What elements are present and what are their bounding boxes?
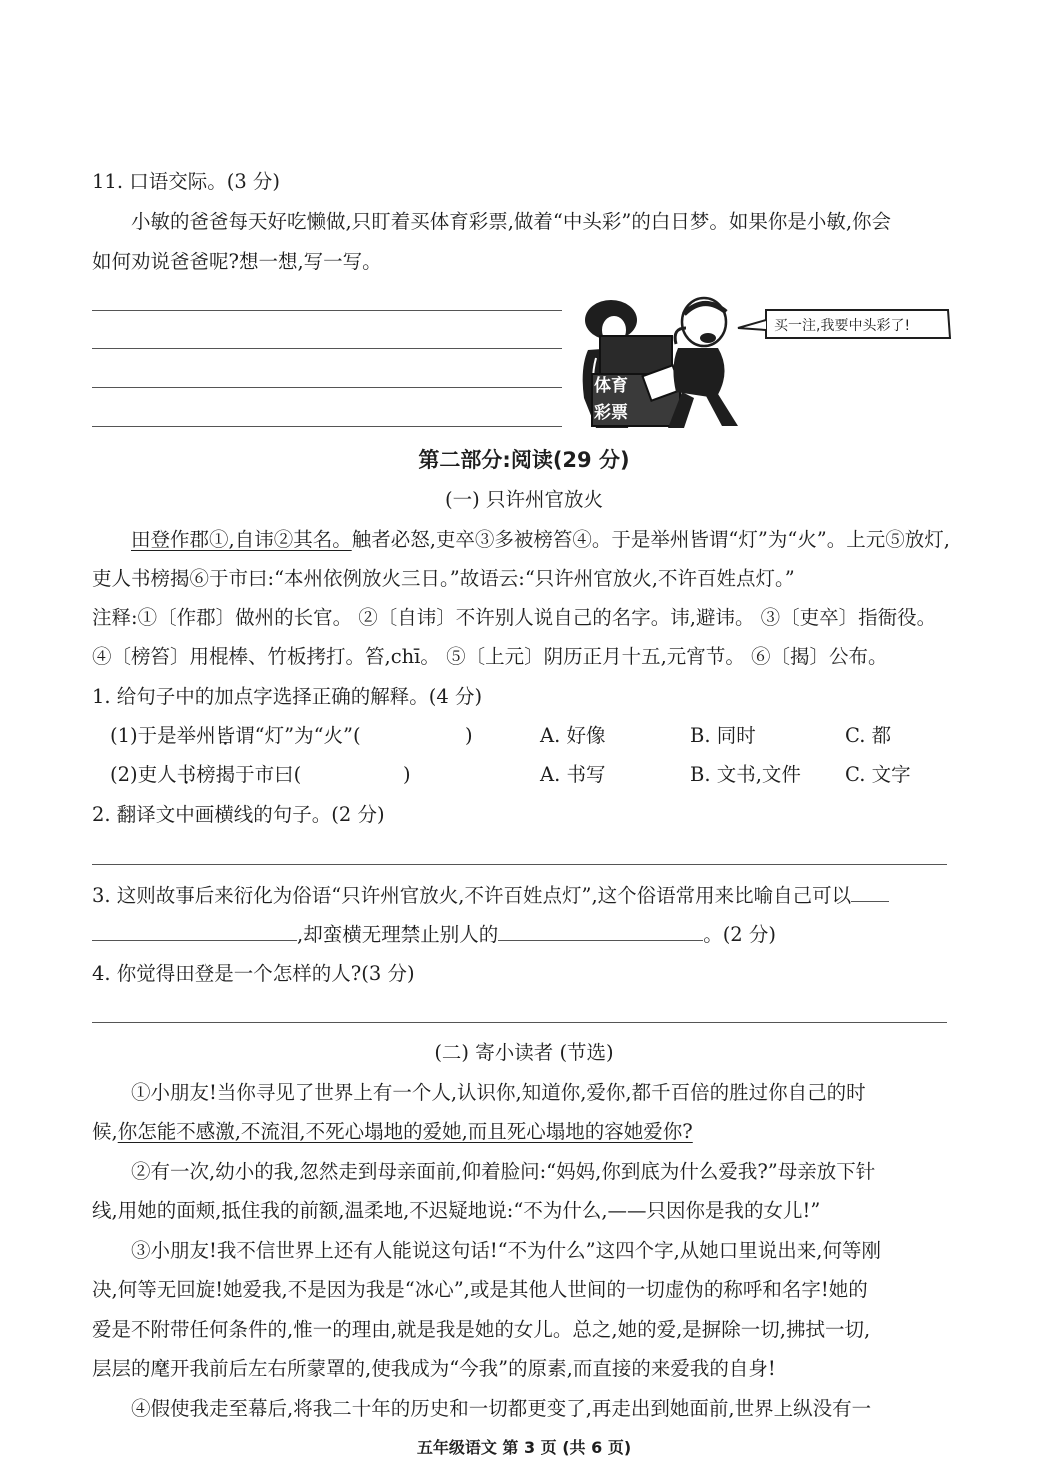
- q11-answer-line-4[interactable]: [92, 426, 562, 427]
- lottery-cartoon-icon: [566, 288, 956, 433]
- passage2-underlined-sentence: 你怎能不感激,不流泪,不死心塌地的爱她,而且死心塌地的容她爱你?: [117, 1120, 693, 1143]
- q11-answer-line-3[interactable]: [92, 387, 562, 388]
- page-footer: 五年级语文 第 3 页 (共 6 页): [416, 1438, 632, 1457]
- ticket-line1: 体育: [594, 376, 628, 396]
- q3-blank-1b[interactable]: [92, 922, 297, 941]
- passage2-p1-line1: ①小朋友!当你寻见了世界上有一个人,认识你,知道你,爱你,都千百倍的胜过你自己的时: [131, 1081, 866, 1104]
- q3-blank-1a[interactable]: [851, 883, 889, 902]
- passage2-p2-line2: 线,用她的面颊,抵住我的前额,温柔地,不迟疑地说:“不为什么,——只因你是我的女儿!”: [92, 1199, 821, 1222]
- passage2-p3-line2: 决,何等无回旋!她爱我,不是因为我是“冰心”,或是其他人世间的一切虚伪的称呼和名字!她的: [92, 1278, 868, 1301]
- q3-line2-mid: ,却蛮横无理禁止别人的: [297, 923, 499, 946]
- passage2-p3-line4: 层层的麾开我前后左右所蒙罩的,使我成为“今我”的原素,而直接的来爱我的自身!: [92, 1357, 776, 1380]
- q1-s2-option-c[interactable]: C. 文字: [845, 763, 911, 786]
- q11-answer-line-2[interactable]: [92, 348, 562, 349]
- q11-prompt-line1: 小敏的爸爸每天好吃懒做,只盯着买体育彩票,做着“中头彩”的白日梦。如果你是小敏,你会: [131, 210, 892, 233]
- passage1-para1-rest: 触者必怒,吏卒③多被榜笞④。于是举州皆谓“灯”为“火”。上元⑤放灯,: [351, 528, 950, 551]
- q1-s2-post: 榜揭于市曰(: [196, 763, 302, 786]
- passage2-p3-line3: 爱是不附带任何条件的,惟一的理由,就是我是她的女儿。总之,她的爱,是摒除一切,拂拭一切,: [92, 1318, 871, 1341]
- passage2-p1-line2-plain: 候,: [92, 1120, 118, 1143]
- passage1-title: (一) 只许州官放火: [445, 488, 603, 511]
- q3-line1: [92, 883, 889, 907]
- q2-answer-line[interactable]: [92, 864, 947, 865]
- q4-answer-line[interactable]: [92, 1022, 947, 1023]
- q4-title: 4. 你觉得田登是一个怎样的人?(3 分): [92, 962, 415, 985]
- q1-s2-option-a[interactable]: A. 书写: [540, 763, 606, 786]
- q1-title: 1. 给句子中的加点字选择正确的解释。(4 分): [92, 685, 483, 708]
- q1-s1-option-b[interactable]: B. 同时: [690, 724, 756, 747]
- q3-blank-2[interactable]: [498, 922, 703, 941]
- passage2-title: (二) 寄小读者 (节选): [434, 1041, 614, 1064]
- part2-title: 第二部分:阅读(29 分): [418, 448, 630, 472]
- q1-s2-close-paren: ): [403, 763, 411, 786]
- q1-s1-pre: (1)于是举州: [110, 724, 216, 747]
- passage1-note1: 注释:①〔作郡〕做州的长官。 ②〔自讳〕不许别人说自己的名字。讳,避讳。 ③〔吏卒〕指衙役。: [92, 606, 937, 629]
- q1-s2-option-b[interactable]: B. 文书,文件: [690, 763, 801, 786]
- passage1-para2: 吏人书榜揭⑥于市曰:“本州依例放火三日。”故语云:“只许州官放火,不许百姓点灯。”: [92, 567, 795, 590]
- passage1-note2: ④〔榜笞〕用棍棒、竹板拷打。笞,chī。 ⑤〔上元〕阴历正月十五,元宵节。 ⑥〔揭〕公布。: [92, 645, 888, 668]
- q1-s2-pre: (2)吏人: [110, 763, 177, 786]
- q3-line2: [92, 922, 776, 946]
- q11-title: 11. 口语交际。(3 分): [92, 170, 281, 193]
- q11-prompt-line2: 如何劝说爸爸呢?想一想,写一写。: [92, 250, 382, 273]
- q1-s1-option-a[interactable]: A. 好像: [540, 724, 606, 747]
- q1-s1-option-c[interactable]: C. 都: [845, 724, 892, 747]
- cartoon-speech: 买一注,我要中头彩了!: [774, 318, 911, 334]
- q1-s2-dotted-char: 书: [176, 763, 197, 786]
- passage2-p1-line2: [92, 1120, 693, 1143]
- q3-line2-end: 。(2 分): [703, 923, 777, 946]
- q11-answer-line-1[interactable]: [92, 310, 562, 311]
- q2-title: 2. 翻译文中画横线的句子。(2 分): [92, 803, 385, 826]
- passage2-p3-line1: ③小朋友!我不信世界上还有人能说这句话!“不为什么”这四个字,从她口里说出来,何等刚: [131, 1239, 882, 1262]
- passage2-p2-line1: ②有一次,幼小的我,忽然走到母亲面前,仰着脸问:“妈妈,你到底为什么爱我?”母亲放下针: [131, 1160, 876, 1183]
- q3-line1-text: 3. 这则故事后来衍化为俗语“只许州官放火,不许百姓点灯”,这个俗语常用来比喻自己可以: [92, 884, 852, 907]
- passage1-underlined-sentence: 田登作郡①,自讳②其名。: [131, 528, 352, 551]
- q1-sentence2: [110, 763, 301, 786]
- q1-s1-post: 谓“灯”为“火”(: [235, 724, 361, 747]
- passage2-p4-line1: ④假使我走至幕后,将我二十年的历史和一切都更变了,再走出到她面前,世界上纵没有一: [131, 1397, 872, 1420]
- q1-s1-close-paren: ): [465, 724, 473, 747]
- passage1-para1: [131, 528, 950, 551]
- q1-sentence1: [110, 724, 361, 747]
- ticket-line2: 彩票: [594, 403, 628, 423]
- q1-s1-dotted-char: 皆: [215, 724, 236, 747]
